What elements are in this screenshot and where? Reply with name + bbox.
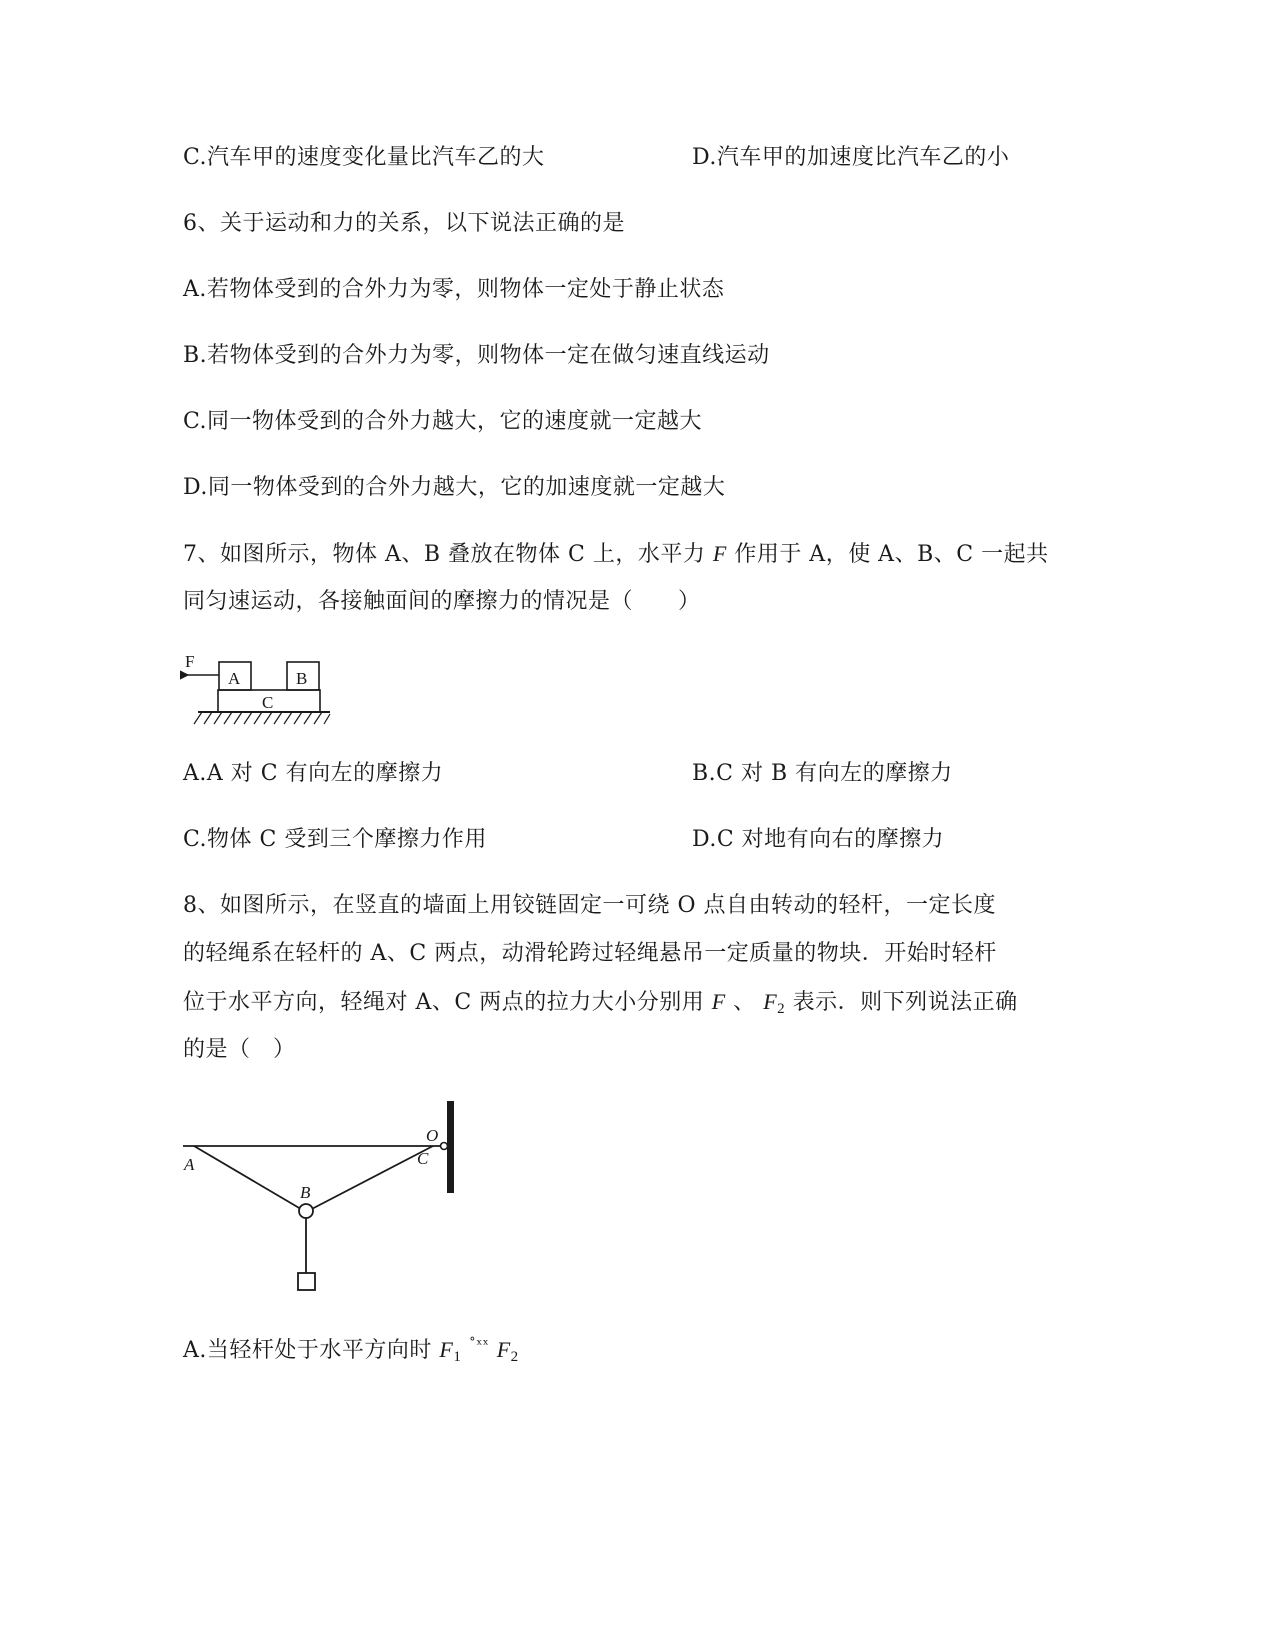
q6-option-b: B.若物体受到的合外力为零，则物体一定在做匀速直线运动 xyxy=(183,343,770,368)
q8-label-o: O xyxy=(426,1126,439,1145)
q7-option-c: C.物体 C 受到三个摩擦力作用 xyxy=(183,827,487,852)
q8-optf2-letter: F xyxy=(496,1337,511,1362)
q7-stem-part2: 作用于 A，使 A、B、C 一起共 xyxy=(734,542,1049,567)
q7-label-b: B xyxy=(296,669,308,688)
q5-option-c: C.汽车甲的速度变化量比汽车乙的大 xyxy=(183,145,545,170)
q8-option-a xyxy=(183,1330,519,1372)
q8-symbol-f: F xyxy=(711,989,726,1014)
q8-f1-subscript: 1 xyxy=(453,1349,462,1365)
q8-stem-line3 xyxy=(183,987,1018,1024)
q8-stem3-part2: 表示．则下列说法正确 xyxy=(792,990,1018,1015)
q7-force-symbol: F xyxy=(712,541,727,566)
q8-stem-line1: 8、如图所示，在竖直的墙面上用铰链固定一可绕 O 点自由转动的轻杆，一定长度 xyxy=(183,893,997,918)
q8-f2-letter: F xyxy=(763,989,778,1014)
q8-stem3-part1: 位于水平方向，轻绳对 A、C 两点的拉力大小分别用 xyxy=(183,990,705,1015)
q8-label-a: A xyxy=(184,1155,195,1174)
q8-label-c: C xyxy=(417,1149,429,1168)
q6-option-d: D.同一物体受到的合外力越大，它的加速度就一定越大 xyxy=(183,475,726,500)
q7-option-d: D.C 对地有向右的摩擦力 xyxy=(692,827,945,852)
q7-stem-line1 xyxy=(183,539,1049,570)
q7-option-b: B.C 对 B 有向左的摩擦力 xyxy=(692,761,953,786)
q7-stem-line2: 同匀速运动，各接触面间的摩擦力的情况是（ ） xyxy=(183,589,701,614)
q8-option-a-f1 xyxy=(439,1337,462,1365)
q8-optf2-subscript: 2 xyxy=(510,1349,519,1365)
q8-f2-subscript: 2 xyxy=(777,1001,786,1017)
q6-option-c: C.同一物体受到的合外力越大，它的速度就一定越大 xyxy=(183,409,703,434)
q7-option-a: A.A 对 C 有向左的摩擦力 xyxy=(183,761,444,786)
q8-stem-line2: 的轻绳系在轻杆的 A、C 两点，动滑轮跨过轻绳悬吊一定质量的物块．开始时轻杆 xyxy=(183,941,997,966)
q7-stem-part1: 7、如图所示，物体 A、B 叠放在物体 C 上，水平力 xyxy=(183,542,706,567)
q8-stem-line4: 的是（ ） xyxy=(183,1037,296,1062)
q6-stem: 6、关于运动和力的关系，以下说法正确的是 xyxy=(183,211,625,236)
q7-label-f: F xyxy=(185,652,195,671)
q7-blocks-diagram xyxy=(180,650,340,730)
q8-f1-letter: F xyxy=(439,1337,454,1362)
q8-separator: 、 xyxy=(733,990,756,1015)
q8-option-a-text: A.当轻杆处于水平方向时 xyxy=(183,1338,432,1363)
q6-option-a: A.若物体受到的合外力为零，则物体一定处于静止状态 xyxy=(183,277,725,302)
q7-label-a: A xyxy=(228,669,241,688)
q8-symbol-f2 xyxy=(763,989,786,1017)
q8-label-b: B xyxy=(300,1183,311,1202)
q7-label-c: C xyxy=(262,693,274,712)
q8-option-a-f2 xyxy=(496,1337,519,1365)
q5-option-d: D.汽车甲的加速度比汽车乙的小 xyxy=(692,145,1010,170)
q7-ground-hatch xyxy=(194,712,330,724)
q8-block xyxy=(298,1273,315,1290)
q8-option-a-relation: ˚ˣˣ xyxy=(468,1337,490,1353)
q8-rope-ab xyxy=(194,1146,306,1212)
q8-hinge-o xyxy=(441,1143,448,1150)
q8-rope-bc xyxy=(306,1146,433,1212)
q8-rod-pulley-diagram xyxy=(178,1095,478,1300)
q8-pulley-b xyxy=(299,1204,313,1218)
